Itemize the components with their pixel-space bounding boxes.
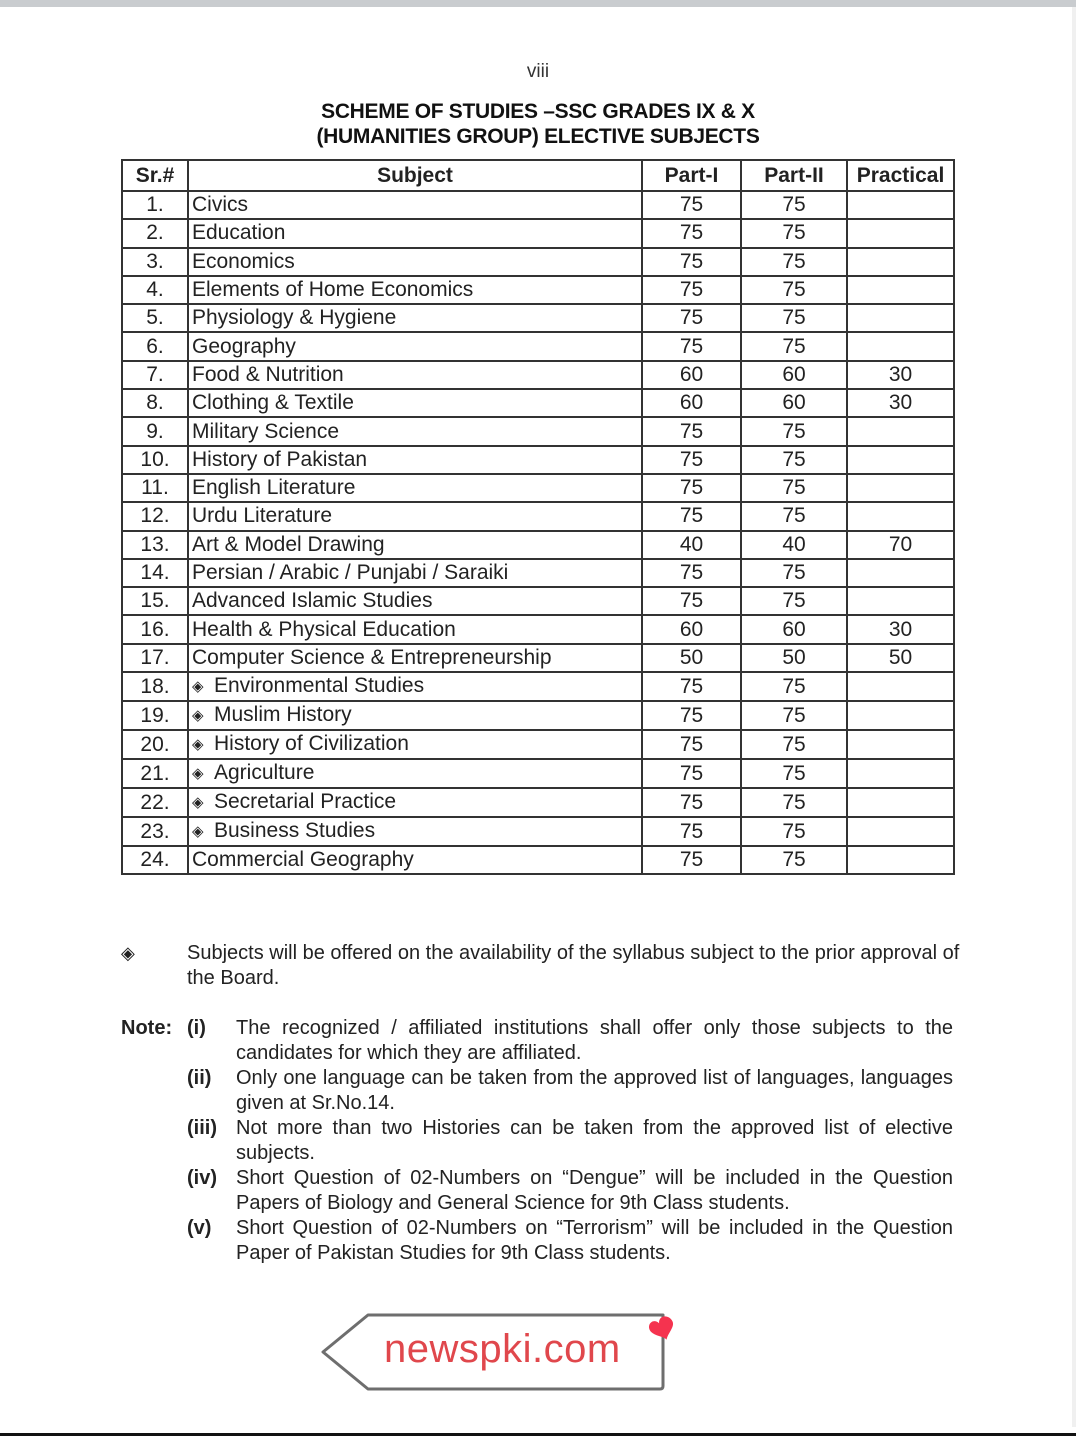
header-practical: Practical: [847, 160, 954, 191]
cell-subject: [188, 559, 642, 587]
top-toolbar-strip: [0, 0, 1076, 7]
table-row: [122, 817, 954, 846]
cell-subject: [188, 219, 642, 247]
cell-sr: 10.: [122, 446, 188, 474]
table-row: [122, 191, 954, 219]
cell-part1: 75: [642, 474, 741, 502]
cell-practical: [847, 788, 954, 817]
cell-practical: [847, 332, 954, 360]
cell-practical: [847, 502, 954, 530]
cell-practical: 30: [847, 361, 954, 389]
subject-name: Environmental Studies: [214, 674, 425, 698]
cell-part1: 75: [642, 248, 741, 276]
table-row: [122, 531, 954, 559]
cell-practical: 30: [847, 615, 954, 643]
cell-part1: 75: [642, 191, 741, 219]
subject-name: Commercial Geography: [192, 848, 414, 872]
watermark-badge: [320, 1312, 690, 1392]
diamond-bullet-icon: ◈: [192, 794, 204, 812]
table-row: [122, 219, 954, 247]
cell-subject: [188, 587, 642, 615]
cell-practical: 30: [847, 389, 954, 417]
subject-name: Art & Model Drawing: [192, 532, 385, 556]
cell-part1: 75: [642, 672, 741, 701]
cell-practical: [847, 672, 954, 701]
cell-practical: [847, 446, 954, 474]
cell-sr: 2.: [122, 219, 188, 247]
availability-footnote: [121, 941, 961, 991]
cell-part1: 75: [642, 304, 741, 332]
cell-part1: 60: [642, 389, 741, 417]
cell-practical: [847, 304, 954, 332]
note-number: (i): [187, 1017, 206, 1039]
cell-part2: 75: [741, 502, 847, 530]
cell-part2: 75: [741, 304, 847, 332]
subject-name: Agriculture: [214, 761, 315, 785]
cell-part2: 75: [741, 730, 847, 759]
cell-sr: 24.: [122, 846, 188, 874]
title-line-2: (HUMANITIES GROUP) ELECTIVE SUBJECTS: [316, 125, 760, 148]
cell-part1: 75: [642, 502, 741, 530]
cell-part1: 50: [642, 644, 741, 672]
cell-subject: [188, 846, 642, 874]
notes-label: Note:: [121, 1017, 173, 1039]
cell-subject: [188, 361, 642, 389]
table-body: [122, 191, 954, 874]
table-row: [122, 759, 954, 788]
note-text: Not more than two Histories can be taken from the approved list of elective subjects.: [236, 1117, 953, 1164]
notes-list: [121, 1016, 953, 1266]
table-row: [122, 474, 954, 502]
cell-practical: 70: [847, 531, 954, 559]
table-row: [122, 672, 954, 701]
cell-practical: [847, 730, 954, 759]
note-number: (v): [187, 1217, 212, 1239]
subject-name: History of Civilization: [214, 732, 409, 756]
cell-part2: 75: [741, 846, 847, 874]
table-row: [122, 304, 954, 332]
subject-name: Civics: [192, 193, 248, 217]
subject-name: Elements of Home Economics: [192, 278, 474, 302]
note-number: (iii): [187, 1117, 217, 1139]
subject-name: Food & Nutrition: [192, 362, 344, 386]
notes-section: [121, 1016, 953, 1266]
watermark-text: newspki.com: [384, 1327, 621, 1371]
subject-name: Secretarial Practice: [214, 790, 397, 814]
table-row: [122, 502, 954, 530]
cell-part1: 75: [642, 332, 741, 360]
cell-subject: [188, 332, 642, 360]
note-number: (iv): [187, 1167, 217, 1189]
cell-part2: 75: [741, 701, 847, 730]
cell-subject: [188, 474, 642, 502]
subject-name: Business Studies: [214, 819, 376, 843]
cell-sr: 8.: [122, 389, 188, 417]
cell-sr: 14.: [122, 559, 188, 587]
cell-sr: 3.: [122, 248, 188, 276]
cell-practical: [847, 587, 954, 615]
cell-part1: 75: [642, 417, 741, 445]
page-number: viii: [526, 61, 550, 82]
note-item: [187, 1166, 953, 1216]
cell-practical: [847, 846, 954, 874]
cell-part1: 75: [642, 219, 741, 247]
cell-part2: 75: [741, 474, 847, 502]
cell-subject: [188, 730, 642, 759]
subject-name: Urdu Literature: [192, 504, 333, 528]
cell-part1: 75: [642, 846, 741, 874]
table-row: [122, 276, 954, 304]
table-row: [122, 846, 954, 874]
table-row: [122, 389, 954, 417]
cell-practical: 50: [847, 644, 954, 672]
note-item: [187, 1016, 953, 1066]
cell-sr: 22.: [122, 788, 188, 817]
table-row: [122, 701, 954, 730]
cell-part1: 75: [642, 730, 741, 759]
cell-sr: 21.: [122, 759, 188, 788]
note-text: Only one language can be taken from the approved list of languages, languages given at Sr.No.14.: [236, 1067, 953, 1114]
diamond-bullet-icon: ◈: [192, 678, 204, 696]
header-part2: Part-II: [741, 160, 847, 191]
cell-sr: 18.: [122, 672, 188, 701]
cell-sr: 17.: [122, 644, 188, 672]
subject-name: English Literature: [192, 476, 356, 500]
cell-practical: [847, 248, 954, 276]
cell-part2: 40: [741, 531, 847, 559]
subject-name: Clothing & Textile: [192, 391, 354, 415]
cell-subject: [188, 788, 642, 817]
header-subject: Subject: [188, 160, 642, 191]
cell-subject: [188, 817, 642, 846]
cell-part2: 60: [741, 389, 847, 417]
cell-sr: 23.: [122, 817, 188, 846]
cell-practical: [847, 219, 954, 247]
cell-practical: [847, 759, 954, 788]
subject-name: Physiology & Hygiene: [192, 306, 397, 330]
cell-part1: 75: [642, 817, 741, 846]
cell-subject: [188, 759, 642, 788]
table-row: [122, 615, 954, 643]
cell-part2: 50: [741, 644, 847, 672]
title-line-1: SCHEME OF STUDIES –SSC GRADES IX & X: [321, 100, 755, 123]
cell-practical: [847, 276, 954, 304]
cell-practical: [847, 559, 954, 587]
subject-name: Geography: [192, 334, 296, 358]
cell-part2: 75: [741, 759, 847, 788]
table-row: [122, 248, 954, 276]
note-item: [187, 1116, 953, 1166]
cell-part1: 75: [642, 587, 741, 615]
note-number: (ii): [187, 1067, 212, 1089]
table-row: [122, 559, 954, 587]
cell-sr: 15.: [122, 587, 188, 615]
cell-part2: 75: [741, 559, 847, 587]
subject-name: Health & Physical Education: [192, 617, 456, 641]
cell-subject: [188, 304, 642, 332]
cell-subject: [188, 389, 642, 417]
header-part1: Part-I: [642, 160, 741, 191]
cell-subject: [188, 276, 642, 304]
cell-part1: 75: [642, 559, 741, 587]
cell-part2: 75: [741, 446, 847, 474]
subject-name: Muslim History: [214, 703, 352, 727]
table-header-row: [122, 160, 954, 191]
page-right-edge: [1072, 7, 1076, 1427]
cell-sr: 9.: [122, 417, 188, 445]
subject-name: Education: [192, 221, 286, 245]
subject-name: Military Science: [192, 419, 340, 443]
cell-part2: 75: [741, 417, 847, 445]
cell-part2: 75: [741, 672, 847, 701]
cell-subject: [188, 615, 642, 643]
subject-name: Economics: [192, 249, 295, 273]
cell-sr: 16.: [122, 615, 188, 643]
note-item: [187, 1216, 953, 1266]
cell-practical: [847, 817, 954, 846]
cell-practical: [847, 191, 954, 219]
subject-name: Advanced Islamic Studies: [192, 589, 433, 613]
note-text: Short Question of 02-Numbers on “Dengue” will be included in the Question Papers of Biology and General Science for 9th Class students.: [236, 1167, 953, 1214]
diamond-bullet-icon: ◈: [192, 736, 204, 754]
header-sr: Sr.#: [122, 160, 188, 191]
cell-part1: 75: [642, 788, 741, 817]
diamond-bullet-icon: ◈: [121, 943, 135, 963]
cell-part2: 75: [741, 817, 847, 846]
cell-subject: [188, 531, 642, 559]
cell-sr: 1.: [122, 191, 188, 219]
table-row: [122, 788, 954, 817]
footnote-text: Subjects will be offered on the availability of the syllabus subject to the prior approval of the Board.: [187, 942, 960, 989]
table-row: [122, 361, 954, 389]
cell-part1: 75: [642, 701, 741, 730]
cell-sr: 6.: [122, 332, 188, 360]
subject-name: Computer Science & Entrepreneurship: [192, 645, 552, 669]
cell-practical: [847, 701, 954, 730]
cell-sr: 19.: [122, 701, 188, 730]
cell-sr: 11.: [122, 474, 188, 502]
cell-sr: 4.: [122, 276, 188, 304]
cell-practical: [847, 417, 954, 445]
subject-name: History of Pakistan: [192, 447, 368, 471]
table-row: [122, 332, 954, 360]
cell-sr: 7.: [122, 361, 188, 389]
cell-subject: [188, 191, 642, 219]
cell-part1: 75: [642, 276, 741, 304]
cell-part2: 75: [741, 587, 847, 615]
diamond-bullet-icon: ◈: [192, 707, 204, 725]
cell-sr: 20.: [122, 730, 188, 759]
cell-subject: [188, 672, 642, 701]
note-text: The recognized / affiliated institutions shall offer only those subjects to the candidates for which they are affiliated.: [236, 1017, 953, 1064]
cell-part2: 75: [741, 191, 847, 219]
cell-practical: [847, 474, 954, 502]
subject-name: Persian / Arabic / Punjabi / Saraiki: [192, 561, 509, 584]
note-text: Short Question of 02-Numbers on “Terrorism” will be included in the Question Paper of Pakistan Studies for 9th Class students.: [236, 1217, 953, 1264]
cell-part1: 60: [642, 361, 741, 389]
cell-subject: [188, 644, 642, 672]
cell-part2: 75: [741, 788, 847, 817]
diamond-bullet-icon: ◈: [192, 765, 204, 783]
cell-part2: 60: [741, 361, 847, 389]
diamond-bullet-icon: ◈: [192, 823, 204, 841]
cell-sr: 12.: [122, 502, 188, 530]
scheme-of-studies-table: [121, 159, 955, 875]
cell-part2: 60: [741, 615, 847, 643]
table-row: [122, 446, 954, 474]
cell-subject: [188, 502, 642, 530]
table-row: [122, 587, 954, 615]
table-row: [122, 644, 954, 672]
table-row: [122, 730, 954, 759]
cell-part2: 75: [741, 248, 847, 276]
cell-part1: 60: [642, 615, 741, 643]
cell-subject: [188, 701, 642, 730]
cell-part1: 75: [642, 759, 741, 788]
cell-part1: 75: [642, 446, 741, 474]
page-title: [0, 99, 1076, 149]
cell-subject: [188, 417, 642, 445]
note-item: [187, 1066, 953, 1116]
cell-part1: 40: [642, 531, 741, 559]
table-row: [122, 417, 954, 445]
cell-part2: 75: [741, 332, 847, 360]
cell-sr: 13.: [122, 531, 188, 559]
cell-part2: 75: [741, 276, 847, 304]
cell-subject: [188, 248, 642, 276]
cell-part2: 75: [741, 219, 847, 247]
cell-subject: [188, 446, 642, 474]
cell-sr: 5.: [122, 304, 188, 332]
